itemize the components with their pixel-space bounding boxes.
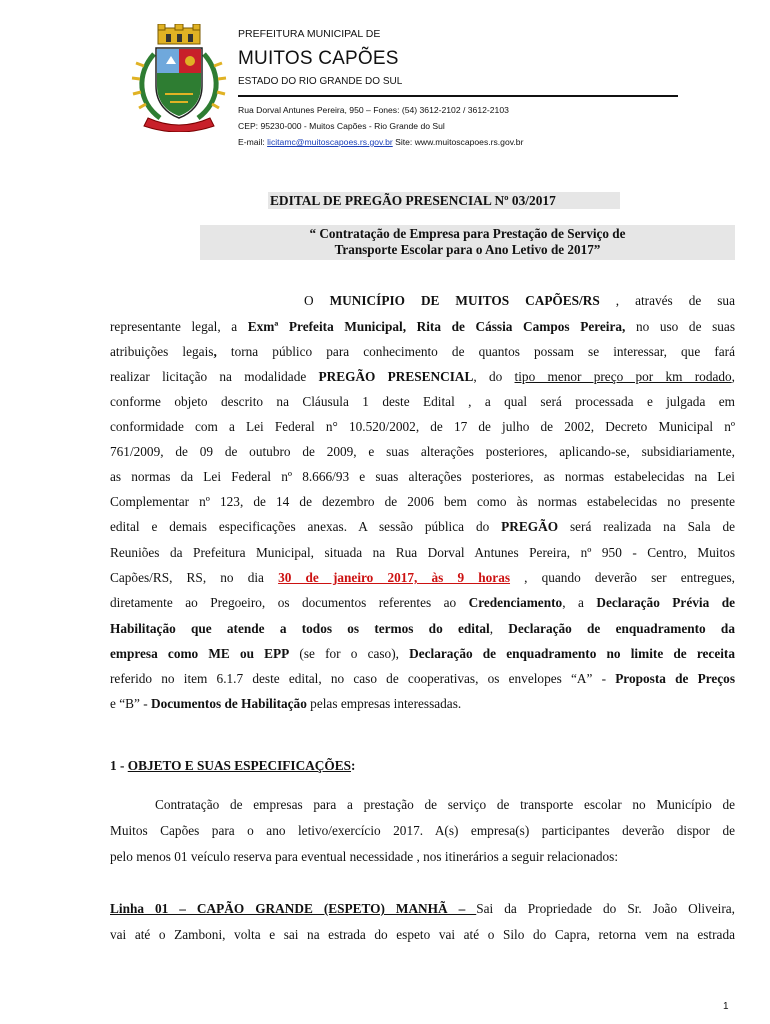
- session-date: 30 de janeiro 2017, às 9 horas: [278, 570, 511, 585]
- section-heading: 1 - OBJETO E SUAS ESPECIFICAÇÕES:: [110, 758, 356, 773]
- crown: [158, 24, 200, 44]
- email-label: E-mail:: [238, 137, 268, 147]
- preamble-line: empresa como ME ou EPP (se for o caso), Declaração de enquadramento no limite de receita: [110, 646, 735, 661]
- document-title: EDITAL DE PREGÃO PRESENCIAL Nº 03/2017: [270, 193, 556, 208]
- preamble-line: atribuições legais, torna público para conhecimento de quantos possam se interessar, que fará: [110, 344, 735, 359]
- preamble-line: Habilitação que atende a todos os termos do edital, Declaração de enquadramento da: [110, 621, 735, 636]
- header-cep: CEP: 95230-000 - Muitos Capões - Rio Grande do Sul: [238, 121, 445, 131]
- motto-ribbon: [144, 118, 214, 132]
- section-line: pelo menos 01 veículo reserva para eventual necessidade , nos itinerários a seguir relacionados:: [110, 849, 619, 864]
- preamble-line: conforme objeto descrito na Cláusula 1 deste Edital , a qual será processada e julgada em: [110, 394, 735, 409]
- email-link[interactable]: licitamc@muitoscapoes.rs.gov.br: [267, 137, 393, 147]
- site-text: Site: www.muitoscapoes.rs.gov.br: [392, 137, 524, 147]
- preamble-line: Capões/RS, RS, no dia 30 de janeiro 2017, às 9 horas , quando deverão ser entregues,: [110, 570, 735, 585]
- preamble-line: Reuniões da Prefeitura Municipal, situada na Rua Dorval Antunes Pereira, nº 950 - Centro, Muitos: [110, 545, 735, 560]
- municipal-coat-of-arms: [130, 24, 228, 132]
- preamble-line: edital e demais especificações anexas. A sessão pública do PREGÃO será realizada na Sala de: [110, 519, 735, 534]
- header-prefeitura: PREFEITURA MUNICIPAL DE: [238, 28, 381, 40]
- preamble-line: e “B” - Documentos de Habilitação pelas empresas interessadas.: [110, 696, 462, 711]
- subtitle-line-1: “ Contratação de Empresa para Prestação de Serviço de: [309, 226, 626, 241]
- section-line: Contratação de empresas para a prestação de serviço de transporte escolar no Município de: [155, 797, 735, 812]
- route-line: Linha 01 – CAPÃO GRANDE (ESPETO) MANHÃ – Sai da Propriedade do Sr. João Oliveira,: [110, 901, 735, 916]
- route-title: Linha 01 – CAPÃO GRANDE (ESPETO) MANHÃ –: [110, 901, 477, 916]
- section-line: Muitos Capões para o ano letivo/exercício 2017. A(s) empresa(s) participantes deverão dispor de: [110, 823, 735, 838]
- preamble-line: 761/2009, de 09 de outubro de 2009, e suas alterações posteriores, aplicando-se, subsidiariamente,: [110, 444, 735, 459]
- header-estado: ESTADO DO RIO GRANDE DO SUL: [238, 76, 403, 87]
- route-line: vai até o Zamboni, volta e sai na estrada do espeto vai até o Silo do Capra, retorna vem na estrada: [110, 927, 735, 942]
- preamble-line: as normas da Lei Federal nº 8.666/93 e suas alterações posteriores, as normas estabelecidas na Lei: [110, 469, 735, 484]
- subtitle-line-2: Transporte Escolar para o Ano Letivo de 2017”: [334, 242, 601, 257]
- shield: [156, 48, 202, 118]
- header-contact: [238, 137, 523, 147]
- page-number: 1: [723, 1001, 729, 1012]
- preamble-line: Complementar nº 123, de 14 de dezembro de 2006 bem como às normas estabelecidas no presente: [110, 494, 735, 509]
- header-address: Rua Dorval Antunes Pereira, 950 – Fones: (54) 3612-2102 / 3612-2103: [238, 105, 509, 115]
- preamble-line: O MUNICÍPIO DE MUITOS CAPÕES/RS , através de sua: [304, 293, 735, 308]
- preamble-line: representante legal, a Exmª Prefeita Municipal, Rita de Cássia Campos Pereira, no uso de suas: [110, 319, 735, 334]
- header-divider: [238, 95, 678, 97]
- preamble-line: conformidade com a Lei Federal n° 10.520/2002, de 17 de julho de 2002, Decreto Municipal nº: [110, 419, 735, 434]
- preamble-line: diretamente ao Pregoeiro, os documentos referentes ao Credenciamento, a Declaração Prévia de: [110, 595, 735, 610]
- preamble-line: referido no item 6.1.7 deste edital, no caso de cooperativas, os envelopes “A” - Proposta de Preços: [110, 671, 735, 686]
- preamble-line: realizar licitação na modalidade PREGÃO PRESENCIAL, do tipo menor preço por km rodado,: [110, 369, 735, 384]
- header-municipio: MUITOS CAPÕES: [238, 48, 399, 69]
